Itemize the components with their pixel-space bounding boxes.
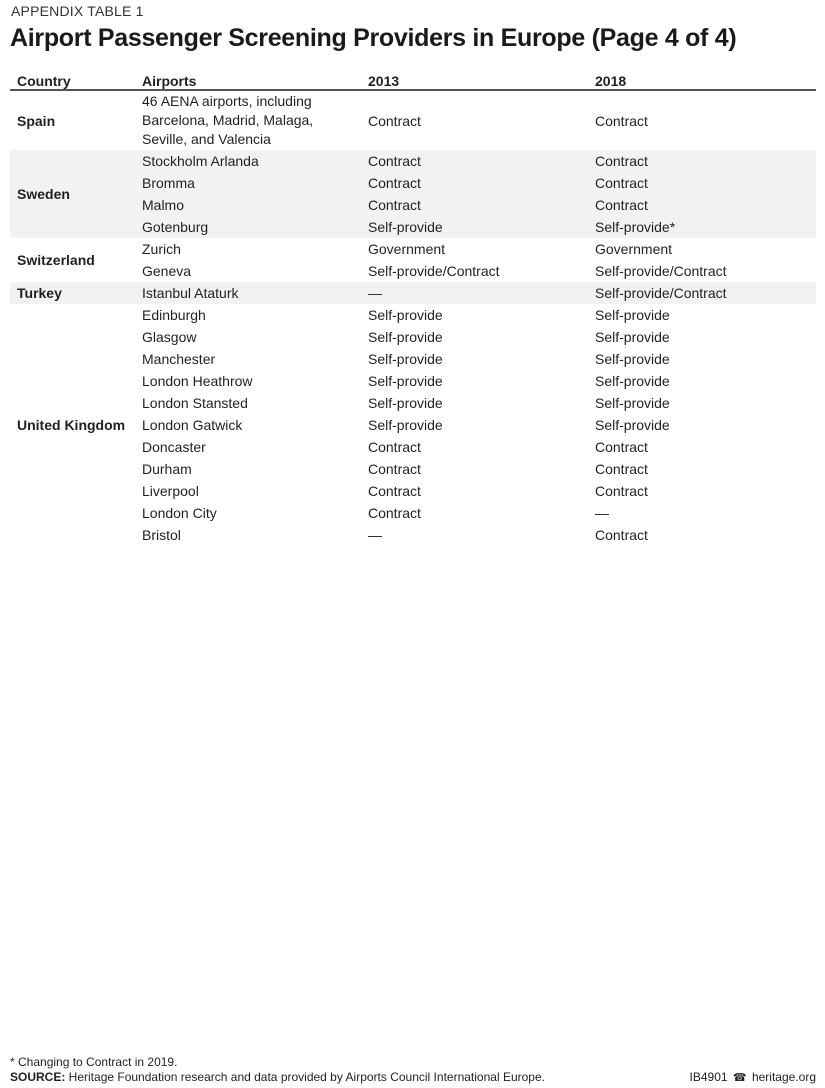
table-body: [10, 90, 816, 546]
provider-2013-cell: Contract: [361, 194, 588, 216]
provider-2013-cell: Government: [368, 241, 446, 257]
provider-2013-cell: Self-provide: [368, 351, 443, 367]
airport-cell: Edinburgh: [142, 307, 206, 323]
provider-2013-cell: —: [368, 527, 382, 543]
provider-2018-cell: Self-provide/Contract: [588, 282, 816, 304]
provider-2018-cell: Self-provide: [595, 417, 670, 433]
provider-2013-cell: Contract: [368, 461, 421, 477]
provider-2018-cell: Self-provide*: [588, 216, 816, 238]
table-row: [10, 304, 816, 326]
screening-table: [10, 70, 816, 546]
column-header-2018: 2018: [588, 70, 816, 90]
provider-2018-cell: —: [595, 505, 609, 521]
airport-cell: Bristol: [142, 527, 181, 543]
report-id: IB4901: [689, 1070, 728, 1084]
liberty-bell-icon: ☎: [732, 1072, 747, 1084]
airport-cell: Malmo: [135, 194, 361, 216]
airport-cell: Manchester: [142, 351, 216, 367]
provider-2018-cell: Government: [595, 241, 673, 257]
provider-2018-cell: Contract: [588, 194, 816, 216]
airport-cell: Liverpool: [142, 483, 199, 499]
provider-2018-cell: Self-provide: [595, 351, 670, 367]
provider-2013-cell: Self-provide: [368, 417, 443, 433]
provider-2013-cell: Contract: [368, 483, 421, 499]
provider-2013-cell: Contract: [368, 505, 421, 521]
airport-cell: Doncaster: [142, 439, 206, 455]
table-kicker: APPENDIX TABLE 1: [11, 3, 144, 19]
provider-2018-cell: Contract: [595, 527, 648, 543]
provider-2013-cell: Contract: [361, 172, 588, 194]
airport-line: 46 AENA airports, including: [142, 93, 312, 109]
brand-credit: [690, 1070, 816, 1084]
provider-2013-cell: Self-provide: [368, 307, 443, 323]
provider-2018-cell: Contract: [595, 461, 648, 477]
provider-2018-cell: Contract: [595, 483, 648, 499]
airport-cell: [135, 90, 361, 150]
provider-2018-cell: Contract: [588, 172, 816, 194]
airport-cell: London Heathrow: [142, 373, 253, 389]
provider-2013-cell: —: [361, 282, 588, 304]
provider-2018-cell: Self-provide: [595, 373, 670, 389]
airport-line: Barcelona, Madrid, Malaga,: [142, 112, 314, 128]
airport-cell: Istanbul Ataturk: [135, 282, 361, 304]
provider-2013-cell: Self-provide: [361, 216, 588, 238]
site-link[interactable]: heritage.org: [751, 1070, 816, 1084]
provider-2013-cell: Contract: [368, 439, 421, 455]
provider-2013-cell: Contract: [361, 150, 588, 172]
provider-2013-cell: Self-provide: [368, 395, 443, 411]
airport-cell: Geneva: [142, 263, 192, 279]
country-cell: Spain: [17, 112, 56, 129]
provider-2013-cell: Self-provide/Contract: [368, 263, 500, 279]
provider-2018-cell: Contract: [588, 150, 816, 172]
column-header-airports: Airports: [135, 70, 361, 90]
provider-2018-cell: Self-provide: [595, 329, 670, 345]
airport-cell: Stockholm Arlanda: [135, 150, 361, 172]
provider-2018-cell: Self-provide: [595, 395, 670, 411]
airport-cell: Gotenburg: [135, 216, 361, 238]
country-cell: Turkey: [10, 282, 135, 304]
table-row: [10, 150, 816, 172]
airport-cell: London City: [142, 505, 217, 521]
column-header-2013: 2013: [361, 70, 588, 90]
airport-line: Seville, and Valencia: [142, 131, 271, 147]
table-row: [10, 282, 816, 304]
provider-2013-cell: Self-provide: [368, 329, 443, 345]
provider-2013-cell: Self-provide: [368, 373, 443, 389]
source-text: Heritage Foundation research and data provided by Airports Council International Europe.: [65, 1070, 545, 1084]
provider-2018-cell: Self-provide/Contract: [595, 263, 727, 279]
provider-2018-cell: Contract: [595, 112, 648, 129]
source-label: SOURCE:: [10, 1070, 66, 1084]
provider-2013-cell: Contract: [368, 112, 421, 129]
airport-cell: London Stansted: [142, 395, 248, 411]
country-cell: United Kingdom: [17, 417, 126, 433]
footnote: * Changing to Contract in 2019.: [10, 1055, 178, 1069]
airport-cell: Glasgow: [142, 329, 197, 345]
provider-2018-cell: Contract: [595, 439, 648, 455]
country-cell: Switzerland: [17, 252, 95, 268]
provider-2018-cell: Self-provide: [595, 307, 670, 323]
airport-cell: London Gatwick: [142, 417, 243, 433]
source-note: [10, 1070, 545, 1084]
table-row: [10, 90, 816, 150]
country-cell: Sweden: [10, 150, 135, 238]
table-header-row: [10, 70, 816, 90]
page-title: Airport Passenger Screening Providers in Europe (Page 4 of 4): [10, 24, 737, 52]
airport-cell: Bromma: [135, 172, 361, 194]
airport-cell: Durham: [142, 461, 192, 477]
airport-cell: Zurich: [142, 241, 181, 257]
table-row: [10, 238, 816, 260]
column-header-country: Country: [10, 70, 135, 90]
